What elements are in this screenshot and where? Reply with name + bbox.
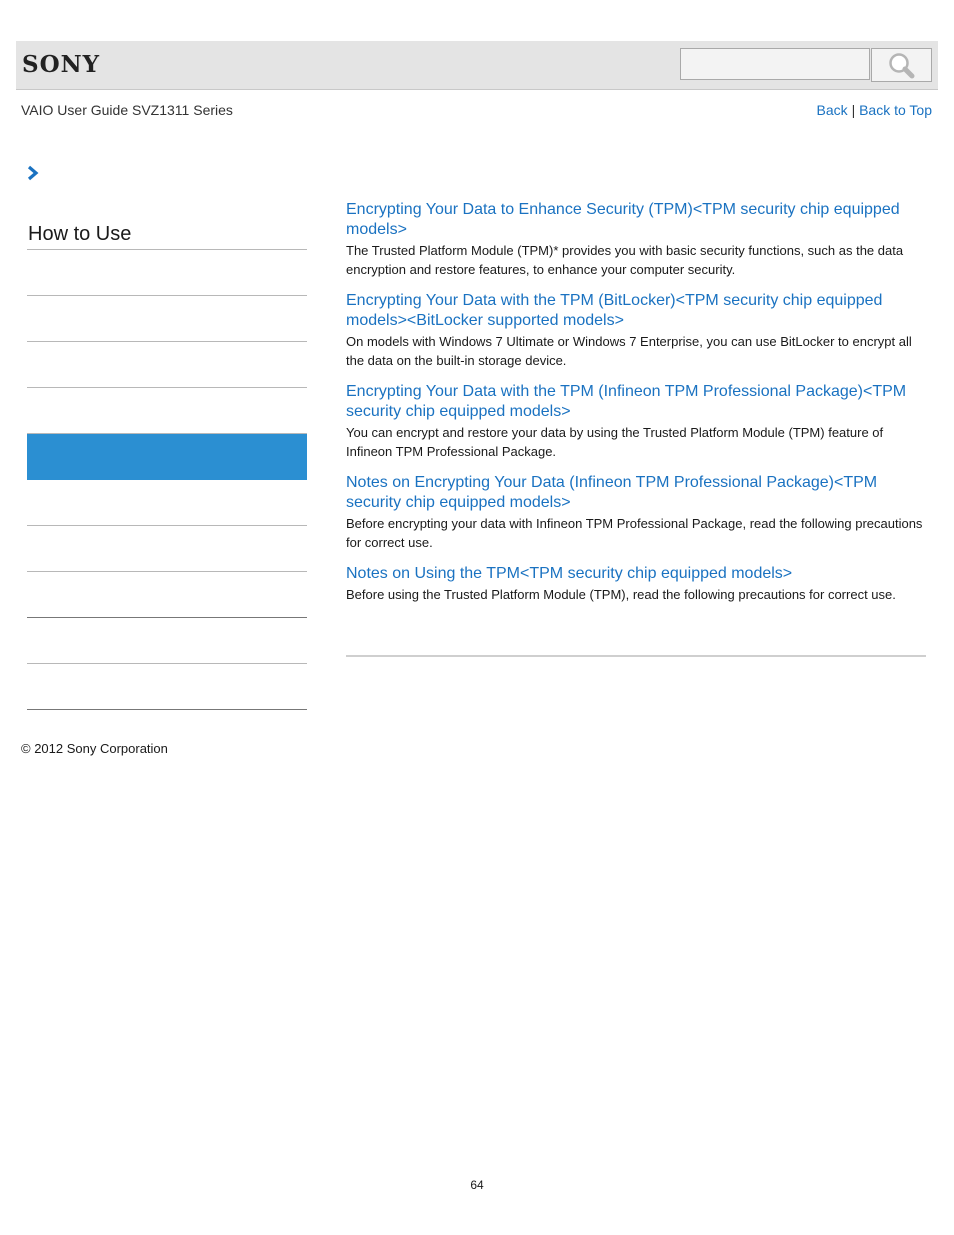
- topic-description: Before encrypting your data with Infineon TPM Professional Package, read the following precautions for correct use.: [346, 516, 923, 550]
- sidebar-item-4[interactable]: [27, 388, 307, 434]
- topic-list: [346, 200, 926, 617]
- topic-link[interactable]: Notes on Encrypting Your Data (Infineon TPM Professional Package)<TPM security chip equipped models>: [346, 474, 878, 511]
- page-number: 64: [470, 1178, 484, 1192]
- header-bar: [16, 41, 938, 90]
- topic-entry: [346, 291, 926, 370]
- top-links: [817, 102, 932, 118]
- sidebar-item-7[interactable]: [27, 526, 307, 572]
- topic-link[interactable]: Notes on Using the TPM<TPM security chip equipped models>: [346, 565, 793, 582]
- sony-logo[interactable]: SONY: [22, 51, 101, 78]
- search-input[interactable]: [680, 48, 870, 80]
- sidebar-item-8[interactable]: [27, 572, 307, 618]
- search-button[interactable]: [871, 48, 932, 82]
- sidebar-item-2[interactable]: [27, 296, 307, 342]
- sidebar-item-9[interactable]: [27, 618, 307, 664]
- topic-entry: [346, 564, 926, 605]
- guide-title: VAIO User Guide SVZ1311 Series: [21, 102, 233, 118]
- topic-entry: [346, 382, 926, 461]
- topic-description: On models with Windows 7 Ultimate or Windows 7 Enterprise, you can use BitLocker to encrypt all the data on the built-in storage device.: [346, 334, 912, 368]
- topic-description: Before using the Trusted Platform Module (TPM), read the following precautions for correct use.: [346, 587, 896, 602]
- topic-link[interactable]: Encrypting Your Data with the TPM (Infineon TPM Professional Package)<TPM security chip equipped models>: [346, 383, 907, 420]
- content-divider: [346, 655, 926, 657]
- sidebar-item-3[interactable]: [27, 342, 307, 388]
- sidebar-item-6[interactable]: [27, 480, 307, 526]
- topic-description: You can encrypt and restore your data by using the Trusted Platform Module (TPM) feature of Infineon TPM Professional Package.: [346, 425, 884, 459]
- topic-entry: [346, 473, 926, 552]
- sidebar: [27, 220, 307, 710]
- topic-description: The Trusted Platform Module (TPM)* provides you with basic security functions, such as the data encryption and restore features, to enhance your computer security.: [346, 243, 904, 277]
- topic-link[interactable]: Encrypting Your Data to Enhance Security (TPM)<TPM security chip equipped models>: [346, 201, 900, 238]
- magnifier-icon: [887, 52, 917, 80]
- back-link[interactable]: Back: [816, 102, 848, 118]
- back-to-top-link[interactable]: Back to Top: [859, 102, 932, 118]
- link-separator: |: [851, 102, 856, 118]
- chevron-right-icon[interactable]: [26, 165, 40, 181]
- topic-link[interactable]: Encrypting Your Data with the TPM (BitLocker)<TPM security chip equipped models><BitLocker supported models>: [346, 292, 883, 329]
- sidebar-item-active[interactable]: [27, 434, 307, 480]
- sidebar-item-10[interactable]: [27, 664, 307, 710]
- topic-entry: [346, 200, 926, 279]
- sidebar-item-1[interactable]: [27, 250, 307, 296]
- copyright: © 2012 Sony Corporation: [21, 741, 168, 756]
- sidebar-title: How to Use: [27, 220, 307, 250]
